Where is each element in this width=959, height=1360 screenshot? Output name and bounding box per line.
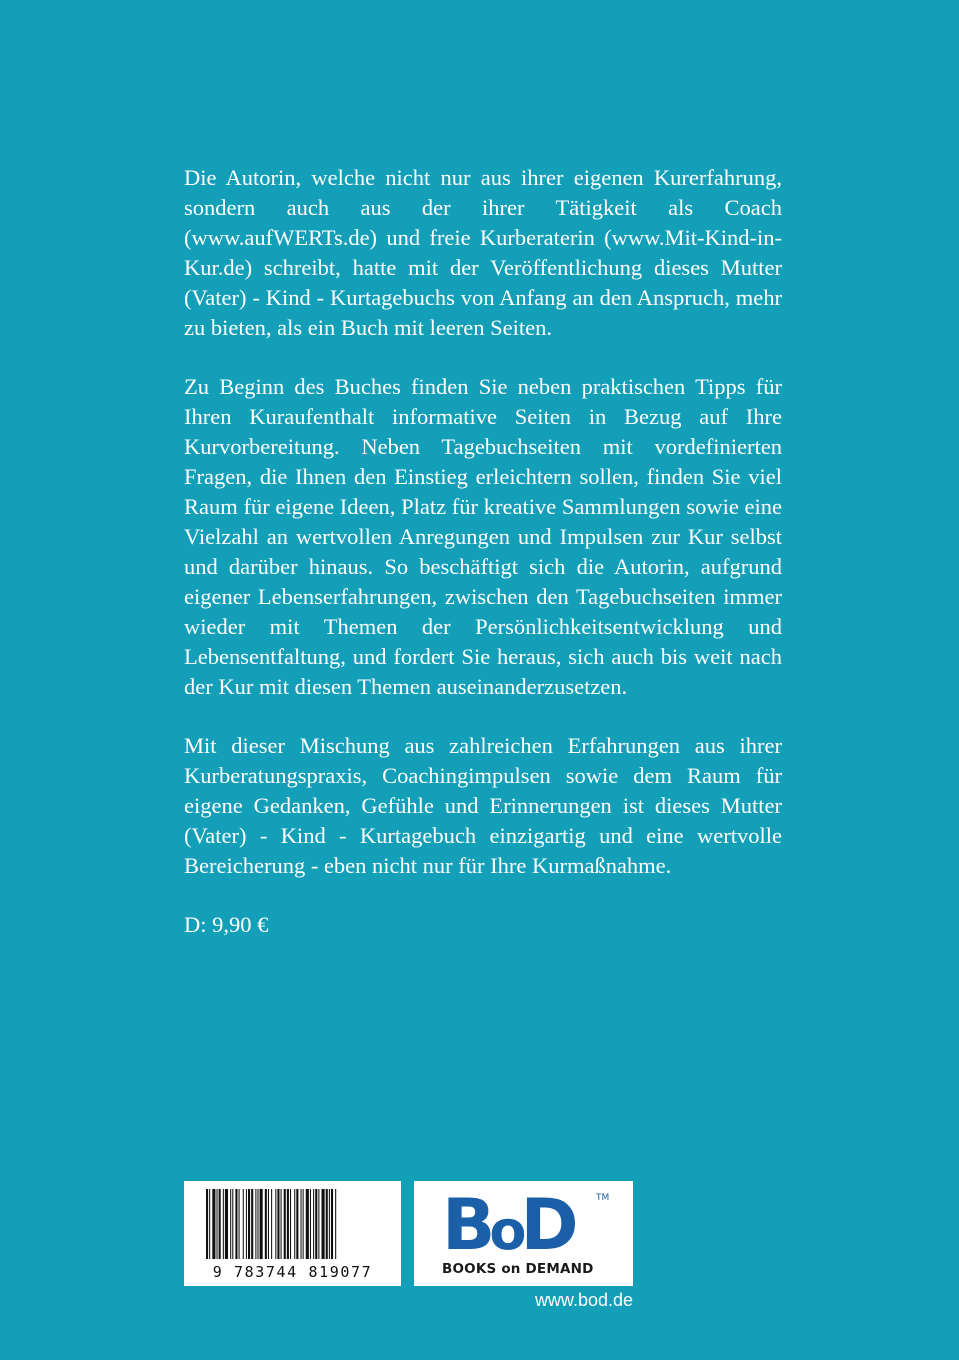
logo-letter-d: D bbox=[520, 1184, 573, 1266]
paragraph-summary: Mit dieser Mischung aus zahlreichen Erfahrungen aus ihrer Kurberatungspraxis, Coachingimpulsen sowie dem Raum für eigene Gedanken, Gefühle und Erinnerungen ist dieses Mutter (Vater) - Kind - Kurtagebuch einzigartig und eine wertvolle Bereicherung - eben nicht nur für Ihre Kurmaßnahme. bbox=[184, 733, 782, 878]
isbn-barcode bbox=[184, 1181, 401, 1286]
logo-letter-o: o bbox=[489, 1199, 521, 1262]
paragraph-author: Die Autorin, welche nicht nur aus ihrer eigenen Kurerfahrung, sondern auch aus der ihrer Tätigkeit als Coach (www.aufWERTs.de) und freie Kurberaterin (www.Mit-Kind-in-Kur.de) schreibt, hatte mit der Veröffentlichung dieses Mutter (Vater) - Kind - Kurtagebuchs von Anfang an den Anspruch, mehr zu bieten, als ein Buch mit leeren Seiten. bbox=[184, 165, 782, 340]
back-cover-text bbox=[184, 163, 782, 969]
paragraph-content: Zu Beginn des Buches finden Sie neben praktischen Tipps für Ihren Kuraufenthalt informative Seiten in Bezug auf Ihre Kurvorbereitung. Neben Tagebuchseiten mit vordefinierten Fragen, die Ihnen den Einstieg erleichtern sollen, finden Sie viel Raum für eigene Ideen, Platz für kreative Sammlungen sowie eine Vielzahl an wertvollen Anregungen und Impulsen zur Kur selbst und darüber hinaus. So beschäftigt sich die Autorin, aufgrund eigener Lebenserfahrungen, zwischen den Tagebuchseiten immer wieder mit Themen der Persönlichkeitsentwicklung und Lebensentfaltung, und fordert Sie heraus, sich auch bis weit nach der Kur mit diesen Themen auseinanderzusetzen. bbox=[184, 374, 782, 699]
barcode-digits: 9 783744 819077 bbox=[212, 1263, 373, 1281]
trademark: TM bbox=[596, 1193, 610, 1203]
publisher-tagline: BOOKS on DEMAND bbox=[442, 1261, 594, 1277]
logo-letter-b: B bbox=[442, 1184, 490, 1266]
publisher-url: www.bod.de bbox=[534, 1290, 633, 1310]
publisher-logo bbox=[414, 1181, 633, 1286]
bod-logo-mark bbox=[442, 1184, 573, 1269]
barcode-bars bbox=[184, 1181, 401, 1263]
price: D: 9,90 € bbox=[184, 912, 269, 937]
